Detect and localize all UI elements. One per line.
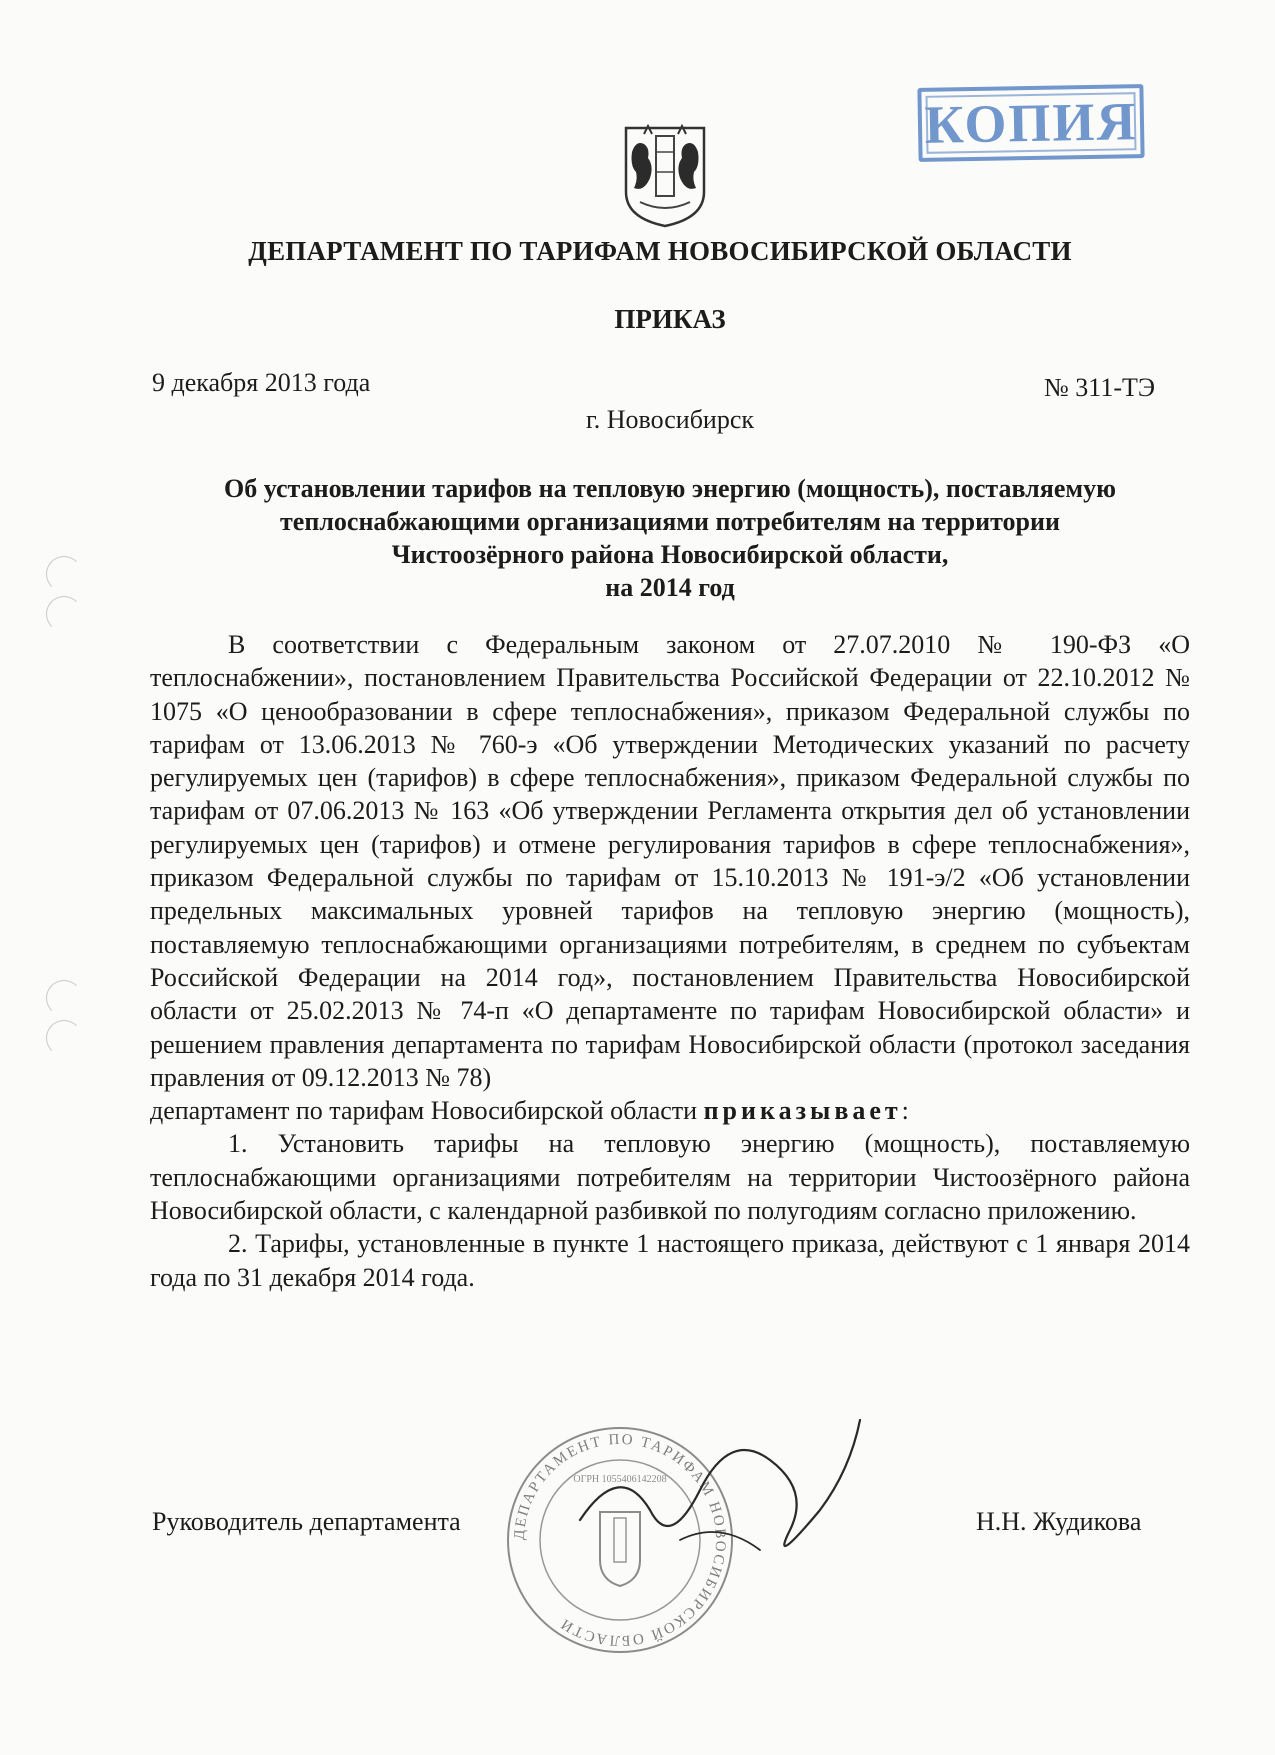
orders-prefix: департамент по тарифам Новосибирской области — [150, 1096, 704, 1126]
document-type: ПРИКАЗ — [614, 304, 726, 334]
copy-stamp: КОПИЯ — [917, 84, 1144, 162]
title-line: Чистоозёрного района Новосибирской области, — [391, 540, 949, 569]
title-line: на 2014 год — [605, 573, 735, 602]
preamble-paragraph: В соответствии с Федеральным законом от 27.07.2010 № 190-ФЗ «О теплоснабжении», постановлением Правительства Российской Федерации от 22.10.2012 № 1075 «О ценообразовании в сфере теплоснабжения», приказом Федеральной службы по тарифам от 13.06.2013 № 760-э «Об утверждении Методических указаний по расчету регулируемых цен (тарифов) в сфере теплоснабжения», приказом Федеральной службы по тарифам от 07.06.2013 № 163 «Об утверждении Регламента открытия дел об установлении регулируемых цен (тарифов) и отмене регулирования тарифов в сфере теплоснабжения», приказом Федеральной службы по тарифам от 15.10.2013 № 191-э/2 «Об установлении предельных максимальных уровней тарифов на тепловую энергию (мощность), поставляемую теплоснабжающими организациями потребителям, в среднем по субъектам Российской Федерации на 2014 год», постановлением Правительства Новосибирской области от 25.02.2013 № 74-п «О департаменте по тарифам Новосибирской области» и решением правления департамента по тарифам Новосибирской области (протокол заседания правления от 09.12.2013 № 78) — [150, 630, 1190, 1092]
order-item-1: 1. Установить тарифы на тепловую энергию (мощность), поставляемую теплоснабжающими организациями потребителям на территории Чистоозёрного района Новосибирской области, с календарной разбивкой по полугодиям согласно приложению. — [150, 1129, 1190, 1226]
title-line: теплоснабжающими организациями потребителям на территории — [280, 507, 1060, 536]
seal-ogrn: ОГРН 1055406142208 — [573, 1474, 667, 1485]
orders-word: приказывает — [703, 1096, 902, 1126]
organization-name: ДЕПАРТАМЕНТ ПО ТАРИФАМ НОВОСИБИРСКОЙ ОБЛАСТИ — [248, 236, 1072, 266]
signatory-name: Н.Н. Жудикова — [976, 1507, 1142, 1536]
coat-of-arms-icon — [620, 122, 710, 228]
order-item-2: 2. Тарифы, установленные в пункте 1 настоящего приказа, действуют с 1 января 2014 года по 31 декабря 2014 года. — [150, 1229, 1190, 1292]
document-number: № 311-ТЭ — [1044, 373, 1156, 402]
document-title — [150, 472, 1190, 604]
orders-suffix: : — [901, 1096, 909, 1126]
binder-hole — [46, 596, 82, 632]
document-body — [150, 628, 1190, 1294]
seal-text: ДЕПАРТАМЕНТ ПО ТАРИФАМ НОВОСИБИРСКОЙ ОБЛАСТИ — [511, 1431, 729, 1649]
document-city: г. Новосибирск — [585, 405, 755, 434]
title-line: Об установлении тарифов на тепловую энергию (мощность), поставляемую — [224, 474, 1116, 503]
handwritten-signature — [560, 1400, 880, 1580]
binder-hole — [46, 1020, 82, 1056]
signatory-position: Руководитель департамента — [152, 1507, 461, 1536]
binder-hole — [46, 556, 82, 592]
binder-hole — [46, 980, 82, 1016]
orders-line — [150, 1094, 1190, 1127]
document-date: 9 декабря 2013 года — [152, 368, 371, 397]
